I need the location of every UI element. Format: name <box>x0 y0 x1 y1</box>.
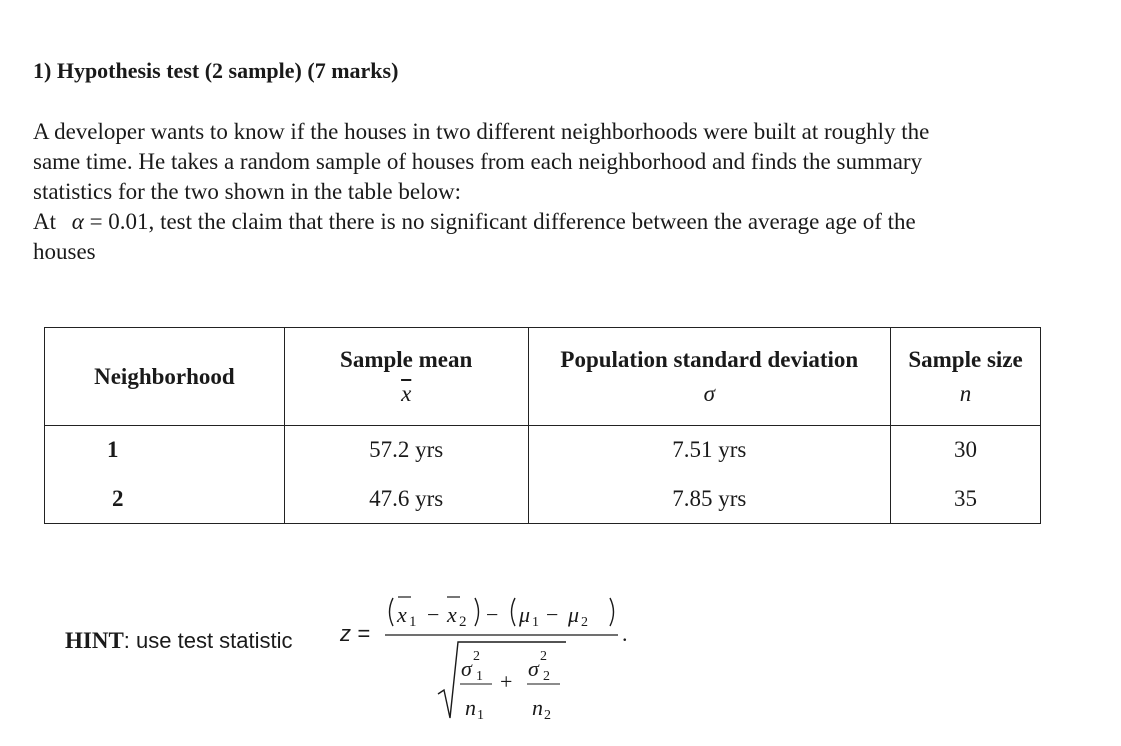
row-label: 1 <box>45 426 285 475</box>
formula-sigma2-sq: 2 <box>540 649 547 664</box>
row-label: 2 <box>45 475 285 524</box>
formula-paren-close-1 <box>475 598 479 626</box>
formula-n1-sub: 1 <box>477 708 484 723</box>
header-sd-label: Population standard deviation <box>560 346 859 372</box>
alpha-symbol: α <box>71 209 84 234</box>
row-sd: 7.51 yrs <box>528 426 891 475</box>
formula-x2: x <box>447 602 457 627</box>
formula-z: z = <box>340 621 370 646</box>
para-line-1: A developer wants to know if the houses in two different neighborhoods were built at roughly the <box>33 119 930 144</box>
table-row <box>45 475 1041 524</box>
formula-sigma2-sub: 2 <box>543 669 550 684</box>
hint-bold: HINT <box>65 628 124 653</box>
header-size-symbol: n <box>959 380 972 406</box>
formula-sigma1-sq: 2 <box>473 649 480 664</box>
hint-text: : use test statistic <box>123 628 293 653</box>
formula-minus-2: − <box>486 602 499 627</box>
header-sample-size <box>891 328 1041 426</box>
header-population-sd <box>528 328 891 426</box>
para-line-4-prefix: At <box>33 209 56 234</box>
summary-table <box>44 327 1041 524</box>
formula-sigma1-sub: 1 <box>476 669 483 684</box>
header-mean-symbol: $\overline{x}$ <box>401 380 412 406</box>
formula-paren-close-2 <box>610 598 614 626</box>
formula-mu1: μ <box>519 602 531 627</box>
question-title: 1) Hypothesis test (2 sample) (7 marks) <box>33 58 399 83</box>
formula-x1: x <box>397 602 407 627</box>
hint <box>65 628 293 654</box>
formula-sigma2: σ <box>528 656 539 681</box>
row-mean: 47.6 yrs <box>284 475 528 524</box>
formula-n1: n <box>465 695 476 720</box>
formula-minus-1: − <box>427 602 440 627</box>
test-statistic-formula <box>330 578 650 728</box>
row-n: 35 <box>891 475 1041 524</box>
alpha-value: = 0.01, <box>83 209 155 234</box>
formula-minus-3: − <box>546 602 559 627</box>
question-paragraph <box>33 117 1063 267</box>
header-sd-symbol: σ <box>703 380 715 406</box>
para-line-2: same time. He takes a random sample of houses from each neighborhood and finds the summary <box>33 149 923 174</box>
para-line-4 <box>33 207 1063 237</box>
formula-period: . <box>622 621 628 646</box>
formula-x2-sub: 2 <box>459 614 467 630</box>
formula-paren-open-1 <box>390 598 394 626</box>
formula-plus: + <box>500 669 513 694</box>
header-mean-label: Sample mean <box>340 346 473 372</box>
header-neighborhood-label: Neighborhood <box>94 363 235 389</box>
formula-n2-sub: 2 <box>544 708 551 723</box>
para-line-5: houses <box>33 239 96 264</box>
row-mean: 57.2 yrs <box>284 426 528 475</box>
header-sample-mean <box>284 328 528 426</box>
formula-mu2-sub: 2 <box>581 615 588 630</box>
table-row <box>45 426 1041 475</box>
formula-mu2: μ <box>568 602 580 627</box>
formula-mu1-sub: 1 <box>532 615 539 630</box>
formula-n2: n <box>532 695 543 720</box>
row-sd: 7.85 yrs <box>528 475 891 524</box>
formula-sigma1: σ <box>461 656 472 681</box>
header-neighborhood <box>45 328 285 426</box>
formula-x1-sub: 1 <box>409 614 417 630</box>
table-header-row <box>45 328 1041 426</box>
row-n: 30 <box>891 426 1041 475</box>
header-size-label: Sample size <box>908 346 1023 372</box>
para-line-3: statistics for the two shown in the table below: <box>33 179 461 204</box>
formula-paren-open-2 <box>512 598 516 626</box>
para-line-4-suffix: test the claim that there is no significant difference between the average age of the <box>160 209 916 234</box>
